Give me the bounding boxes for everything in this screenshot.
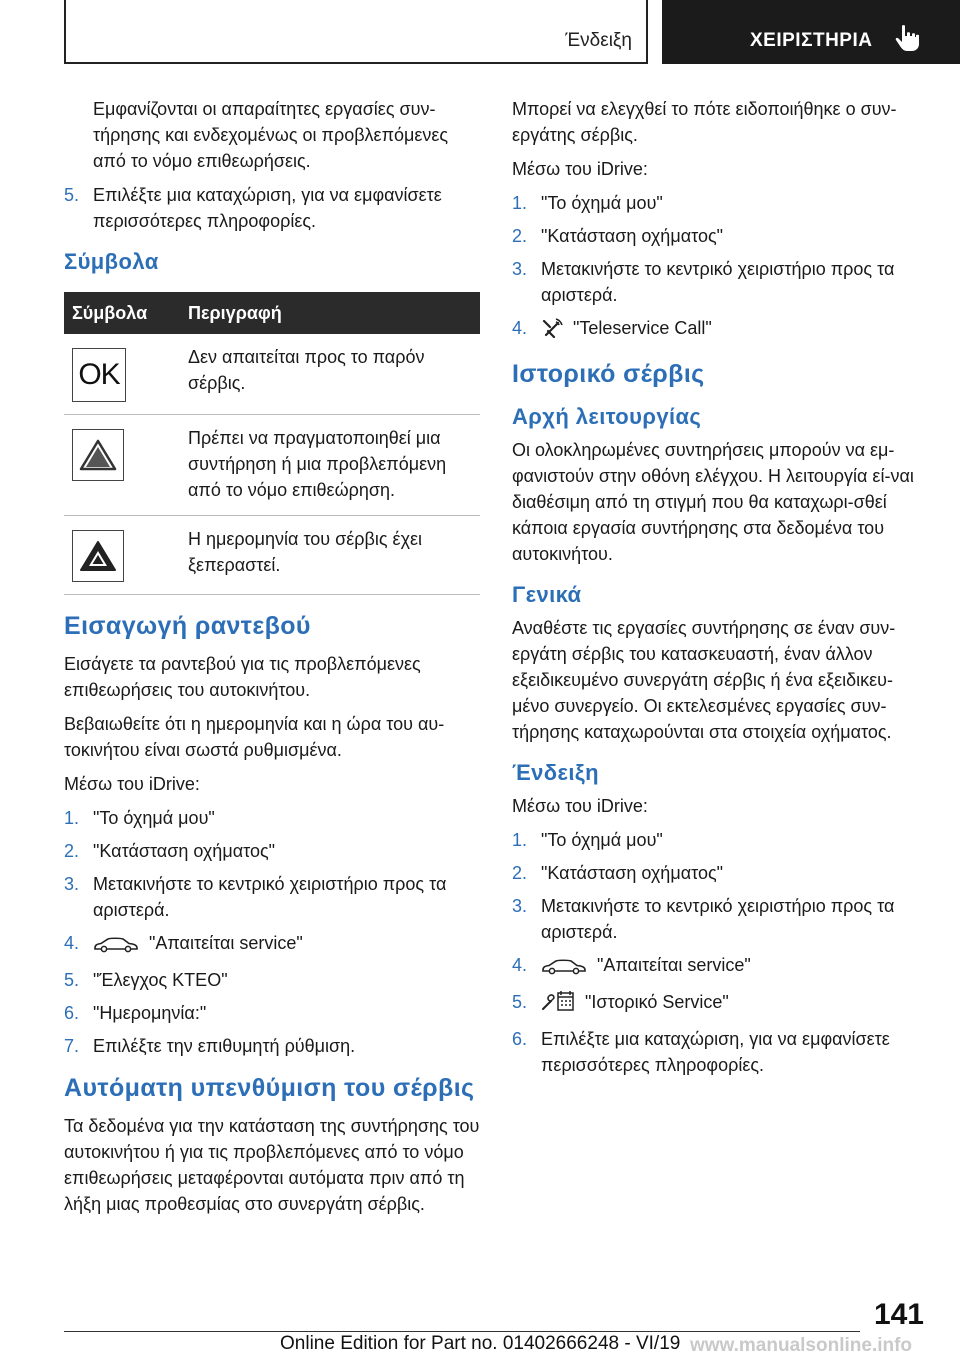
step-text: "Έλεγχος ΚΤΕΟ" — [93, 970, 228, 990]
table-row — [64, 415, 480, 516]
car-service-icon — [541, 956, 587, 982]
step-text: Επιλέξτε μια καταχώριση, για να εμφανίσετε περισσότερες πληροφορίες. — [541, 1029, 890, 1075]
warning-triangle-outline-icon — [72, 429, 124, 481]
via-idrive-1: Μέσω του iDrive: — [512, 159, 648, 179]
step-text: Μετακινήστε το κεντρικό χειριστήριο προς τα αριστερά. — [93, 874, 447, 920]
display-heading: Ένδειξη — [512, 760, 599, 785]
principle-heading: Αρχή λειτουργίας — [512, 404, 702, 429]
step-text: "Teleservice Call" — [573, 318, 712, 338]
history-steps — [512, 827, 928, 1078]
list-item — [512, 1026, 928, 1078]
step-number: 6. — [512, 1029, 528, 1049]
right-column — [512, 96, 928, 1086]
header-section-box — [64, 0, 648, 64]
symbols-heading: Σύμβολα — [64, 249, 159, 274]
appointment-heading: Εισαγωγή ραντεβού — [64, 612, 311, 640]
step-text: "Ιστορικό Service" — [585, 992, 729, 1012]
list-item — [512, 190, 928, 216]
list-item — [64, 1033, 480, 1059]
list-item — [512, 827, 928, 853]
warning-triangle-filled-icon — [72, 530, 124, 582]
column-header-description: Περιγραφή — [180, 292, 480, 334]
symbol-description: Η ημερομηνία του σέρβις έχει ξεπεραστεί. — [180, 516, 480, 595]
header-section-label: Ένδειξη — [565, 30, 632, 51]
step-number: 1. — [512, 193, 528, 213]
step-number: 4. — [512, 318, 528, 338]
service-history-icon — [541, 990, 575, 1019]
general-paragraph: Αναθέστε τις εργασίες συντήρησης σε έναν συν-εργάτη σέρβις του κατασκευαστή, έναν άλλον εξειδικευμένο συνεργάτη σέρβις ή ένα εξειδικευ-μένο συνεργείο. Οι εκτελεσμένες εργασίες συν-τήρησης καταχωρούνται στα στοιχεία οχήματος. — [512, 618, 896, 742]
footer-watermark: www.manualsonline.info — [690, 1335, 913, 1356]
step-text: Επιλέξτε μια καταχώριση, για να εμφανίσετε περισσότερες πληροφορίες. — [93, 185, 442, 231]
intro-paragraph: Εμφανίζονται οι απαραίτητες εργασίες συν-τήρησης και ενδεχομένως οι προβλεπόμενες από το νόμο επιθεωρήσεις. — [93, 99, 449, 171]
list-item — [512, 952, 928, 982]
step-text: "Το όχημά μου" — [93, 808, 215, 828]
list-item — [512, 860, 928, 886]
left-column — [64, 96, 480, 1225]
table-row — [64, 516, 480, 595]
principle-paragraph: Οι ολοκληρωμένες συντηρήσεις μπορούν να εμ-φανιστούν στην οθόνη ελέγχου. Η λειτουργία εί-ναι διαθέσιμη από τη στιγμή που θα καταχωρι-σθεί κάποια εργασία συντήρησης στα δεδομένα του αυτοκινήτου. — [512, 440, 914, 564]
step-text: Μετακινήστε το κεντρικό χειριστήριο προς τα αριστερά. — [541, 259, 895, 305]
hand-pointer-icon — [894, 24, 920, 57]
step-text: "Ημερομηνία:" — [93, 1003, 207, 1023]
teleservice-icon — [541, 318, 563, 345]
appointment-steps — [64, 805, 480, 1059]
ok-status-symbol — [72, 348, 126, 402]
auto-reminder-heading: Αυτόματη υπενθύμιση του σέρβις — [64, 1074, 475, 1102]
step-text: "Απαιτείται service" — [597, 955, 751, 975]
via-idrive-2: Μέσω του iDrive: — [512, 796, 648, 816]
car-service-icon — [93, 934, 139, 960]
step-number: 1. — [512, 830, 528, 850]
list-item — [64, 930, 480, 960]
list-item — [64, 967, 480, 993]
step-number: 4. — [512, 955, 528, 975]
list-item — [64, 1000, 480, 1026]
list-item — [512, 989, 928, 1019]
service-history-heading: Ιστορικό σέρβις — [512, 360, 705, 388]
list-item — [512, 315, 928, 345]
header-chapter-label: ΧΕΙΡΙΣΤΗΡΙΑ — [750, 30, 873, 51]
ok-symbol-text: OK — [78, 358, 120, 391]
step-text: "Το όχημά μου" — [541, 830, 663, 850]
step-list-continued — [64, 182, 480, 234]
step-number: 3. — [64, 874, 80, 894]
list-item — [64, 871, 480, 923]
footer-divider — [64, 1331, 860, 1332]
symbol-description: Πρέπει να πραγματοποιηθεί μια συντήρηση ή μια προβλεπόμενη από το νόμο επιθεώρηση. — [180, 415, 480, 516]
notified-paragraph: Μπορεί να ελεγχθεί το πότε ειδοποιήθηκε ο συν-εργάτης σέρβις. — [512, 99, 897, 145]
step-text: "Κατάσταση οχήματος" — [541, 863, 724, 883]
list-item — [64, 182, 480, 234]
list-item — [512, 256, 928, 308]
step-number: 2. — [512, 226, 528, 246]
auto-reminder-paragraph: Τα δεδομένα για την κατάσταση της συντήρησης του αυτοκινήτου ή για τις προβλεπόμενες από το νόμο επιθεωρήσεις μεταφέρονται αυτόματα πριν από τη λήξη μιας προθεσμίας στο συνεργάτη σέρβις. — [64, 1116, 480, 1214]
symbols-table — [64, 292, 480, 595]
page-number: 141 — [873, 1298, 924, 1331]
appointment-paragraph-1: Εισάγετε τα ραντεβού για τις προβλεπόμενες επιθεωρήσεις του αυτοκινήτου. — [64, 654, 421, 700]
step-number: 1. — [64, 808, 80, 828]
step-number: 5. — [512, 992, 528, 1012]
header-chapter-tab — [662, 0, 960, 64]
footer-edition-text: Online Edition for Part no. 01402666248 - VI/19 — [280, 1333, 681, 1354]
appointment-paragraph-2: Βεβαιωθείτε ότι η ημερομηνία και η ώρα του αυ-τοκινήτου είναι σωστά ρυθμισμένα. — [64, 714, 445, 760]
step-number: 5. — [64, 970, 80, 990]
step-text: Μετακινήστε το κεντρικό χειριστήριο προς τα αριστερά. — [541, 896, 895, 942]
step-text: "Απαιτείται service" — [149, 933, 303, 953]
appointment-via-idrive: Μέσω του iDrive: — [64, 774, 200, 794]
step-number: 4. — [64, 933, 80, 953]
general-heading: Γενικά — [512, 582, 582, 607]
step-number: 2. — [64, 841, 80, 861]
step-number: 7. — [64, 1036, 80, 1056]
teleservice-steps — [512, 190, 928, 345]
list-item — [512, 223, 928, 249]
table-row — [64, 334, 480, 415]
step-number: 3. — [512, 896, 528, 916]
table-header-row — [64, 292, 480, 334]
step-number: 6. — [64, 1003, 80, 1023]
column-header-symbol: Σύμβολα — [64, 292, 180, 334]
step-text: "Κατάσταση οχήματος" — [93, 841, 276, 861]
step-number: 5. — [64, 185, 80, 205]
list-item — [512, 893, 928, 945]
step-number: 3. — [512, 259, 528, 279]
step-text: Επιλέξτε την επιθυμητή ρύθμιση. — [93, 1036, 356, 1056]
step-number: 2. — [512, 863, 528, 883]
list-item — [64, 805, 480, 831]
symbol-description: Δεν απαιτείται προς το παρόν σέρβις. — [180, 334, 480, 415]
step-text: "Το όχημά μου" — [541, 193, 663, 213]
list-item — [64, 838, 480, 864]
step-text: "Κατάσταση οχήματος" — [541, 226, 724, 246]
